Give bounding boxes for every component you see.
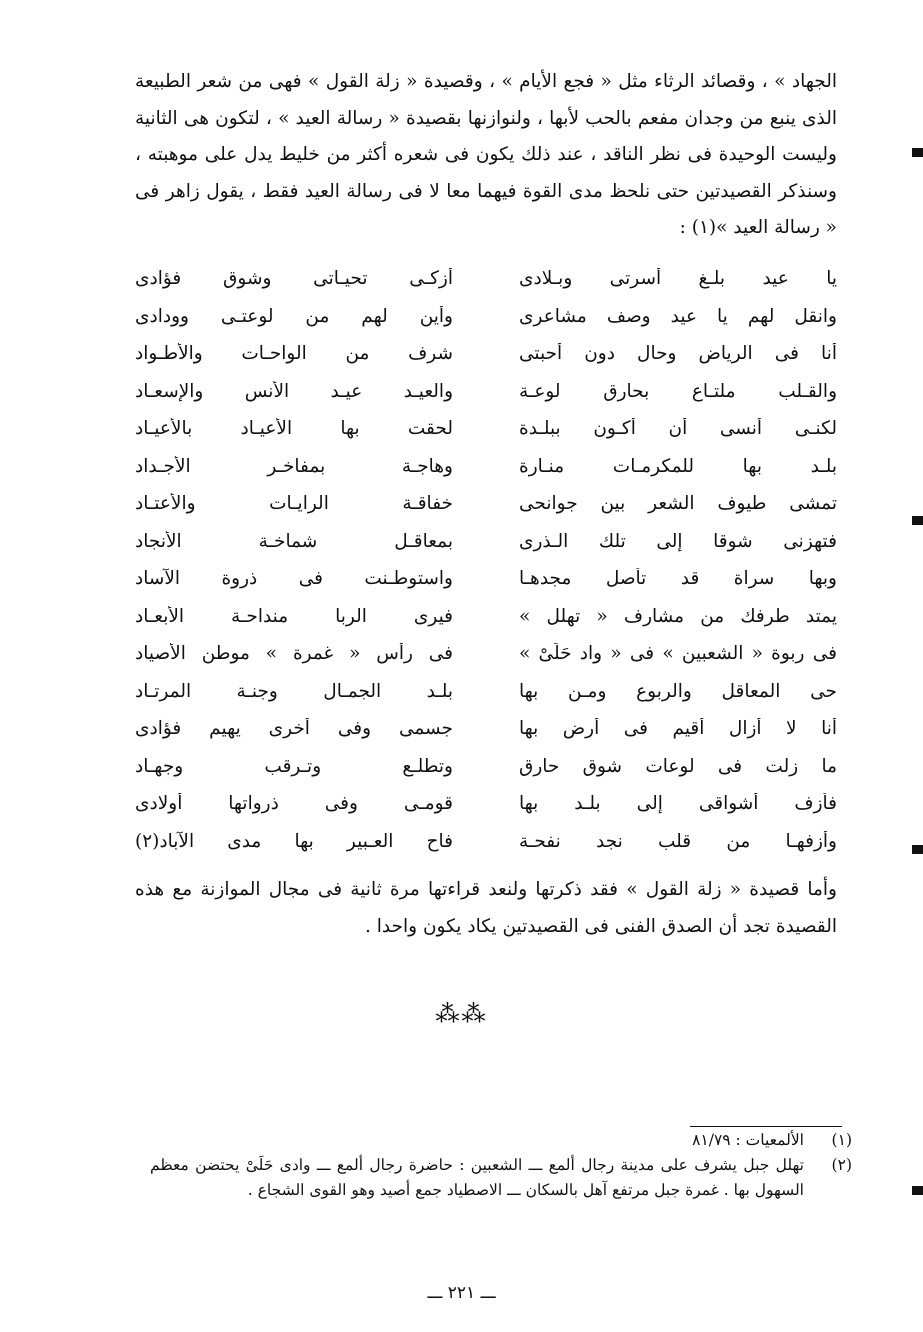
poem-hemistich-first: فى ربوة « الشعبين » فى « واد حَلَىْ » [519, 643, 837, 664]
poem-verse [135, 681, 837, 719]
poem-hemistich-first: يمتد طرفك من مشارف « تهلل » [519, 605, 837, 627]
poem-hemistich-first: ما زلت فى لوعات شوق حارق [519, 755, 837, 777]
poem-hemistich-first: أنا فى الرياض وحال دون أحبتى [519, 343, 837, 364]
poem-verse [135, 306, 837, 344]
poem-hemistich-second: فيرى الربا منداحـة الأبعـاد [135, 605, 453, 627]
poem-hemistich-first: وأزفهـا من قلب نجد نفحـة [519, 830, 837, 852]
poem-hemistich-first: يا عيد بلـغ أسرتى وبـلادى [519, 268, 837, 289]
poem-hemistich-second: بلـد الجمـال وجنـة المرتـاد [135, 680, 453, 702]
footnotes [150, 1128, 852, 1203]
poem-hemistich-second: قومـى وفى ذرواتها أولادى [135, 793, 453, 814]
poem-hemistich-first: أنا لا أزال أقيم فى أرض بها [519, 718, 837, 739]
poem-hemistich-first: فتهزنى شوقا إلى تلك الـذرى [519, 530, 837, 552]
poem-verse [135, 831, 837, 869]
scan-edge-mark [912, 845, 923, 854]
poem-verse [135, 606, 837, 644]
section-ornament: ⁂⁂ [435, 1000, 488, 1028]
poem-hemistich-first: وبها سراة قد تأصل مجدهـا [519, 568, 837, 589]
poem-hemistich-second: بمعاقـل شماخـة الأنجاد [135, 530, 453, 552]
poem-hemistich-second: وتطلـع وتـرقب وجهـاد [135, 755, 453, 777]
footnote-marker: (١) [831, 1131, 852, 1149]
footnote [150, 1153, 852, 1203]
poem-hemistich-first: فأزف أشواقى إلى بلـد بها [519, 793, 837, 814]
scan-edge-mark [912, 148, 923, 157]
poem-hemistich-second: جسمى وفى أخرى يهيم فؤادى [135, 718, 453, 739]
page-number: ـــ ٢٢١ ـــ [427, 1283, 496, 1303]
outro-paragraph-text: وأما قصيدة « زلة القول » فقد ذكرتها ولنعد قراءتها مرة ثانية فى مجال الموازنة مع هذه القصيدة تجد أن الصدق الفنى فى القصيدتين يكاد يكون واحدا . [135, 879, 837, 937]
poem-hemistich-first: لكنـى أنسى أن أكـون ببلـدة [519, 418, 837, 439]
poem-hemistich-first: والقـلب ملتـاع بحارق لوعـة [519, 380, 837, 402]
poem-verse [135, 718, 837, 756]
footnote-rule [690, 1126, 842, 1127]
poem-hemistich-second: والعيـد عيـد الأنس والإسعـاد [135, 380, 453, 402]
poem-hemistich-first: تمشى طيوف الشعر بين جوانحى [519, 493, 837, 514]
scan-edge-mark [912, 516, 923, 525]
poem-verse [135, 643, 837, 681]
outro-paragraph [135, 872, 837, 945]
footnote [150, 1128, 852, 1153]
poem-hemistich-second: وأين لهم من لوعتـى وودادى [135, 305, 453, 327]
scan-edge-mark [912, 1186, 923, 1195]
poem-verse [135, 493, 837, 531]
poem-verse [135, 343, 837, 381]
poem-verse [135, 381, 837, 419]
poem-verse [135, 456, 837, 494]
poem-verse [135, 793, 837, 831]
poem-verse [135, 568, 837, 606]
poem-verse [135, 531, 837, 569]
poem-hemistich-second: أزكـى تحيـاتى وشوق فؤادى [135, 268, 453, 289]
footnote-text: تهلل جبل يشرف على مدينة رجال ألمع ـــ الشعبين : حاضرة رجال ألمع ـــ وادى حَلَىْ يحتضن معظم السهول بها . غمرة جبل مرتفع آهل بالسكان ـــ الاصطياد جمع أصيد وهو القوى الشجاع . [150, 1156, 804, 1199]
intro-paragraph-text: الجهاد » ، وقصائد الرثاء مثل « فجع الأيام » ، وقصيدة « زلة القول » فهى من شعر الطبيعة الذى ينبع من وجدان مفعم بالحب لأبها ، ولنوازنها بقصيدة « رسالة العيد » ، لتكون هى الثانية وليست الوحيدة فى نظر الناقد ، عند ذلك يكون فى شعره أكثر من خليط يدل على موهبته ، وسنذكر القصيدتين حتى نلحظ مدى القوة فيهما معا لا فى رسالة العيد فقط ، يقول زاهر فى « رسالة العيد »(١) : [135, 71, 837, 238]
poem-hemistich-second: خفاقـة الرايـات والأعتـاد [135, 493, 453, 514]
poem-hemistich-second: فى رأس « غمرة » موطن الأصياد [135, 643, 453, 664]
poem-verse [135, 418, 837, 456]
poem-hemistich-second: شرف من الواحـات والأطـواد [135, 343, 453, 364]
intro-paragraph [135, 64, 837, 247]
poem-hemistich-second: فاح العـبير بها مدى الآباد(٢) [135, 830, 453, 852]
poem-hemistich-first: بلـد بها للمكرمـات منـارة [519, 455, 837, 477]
poem-hemistich-second: واستوطـنت فى ذروة الآساد [135, 568, 453, 589]
footnote-marker: (٢) [831, 1156, 852, 1174]
poem-hemistich-first: وانقل لهم يا عيد وصف مشاعرى [519, 305, 837, 327]
poem [135, 268, 837, 868]
poem-hemistich-second: لحقت بها الأعيـاد بالأعيـاد [135, 418, 453, 439]
poem-hemistich-second: وهاجـة بمفاخـر الأجـداد [135, 455, 453, 477]
poem-verse [135, 268, 837, 306]
poem-hemistich-first: حى المعاقل والربوع ومـن بها [519, 680, 837, 702]
footnote-text: الألمعيات : ٨١/٧٩ [692, 1131, 804, 1149]
poem-verse [135, 756, 837, 794]
